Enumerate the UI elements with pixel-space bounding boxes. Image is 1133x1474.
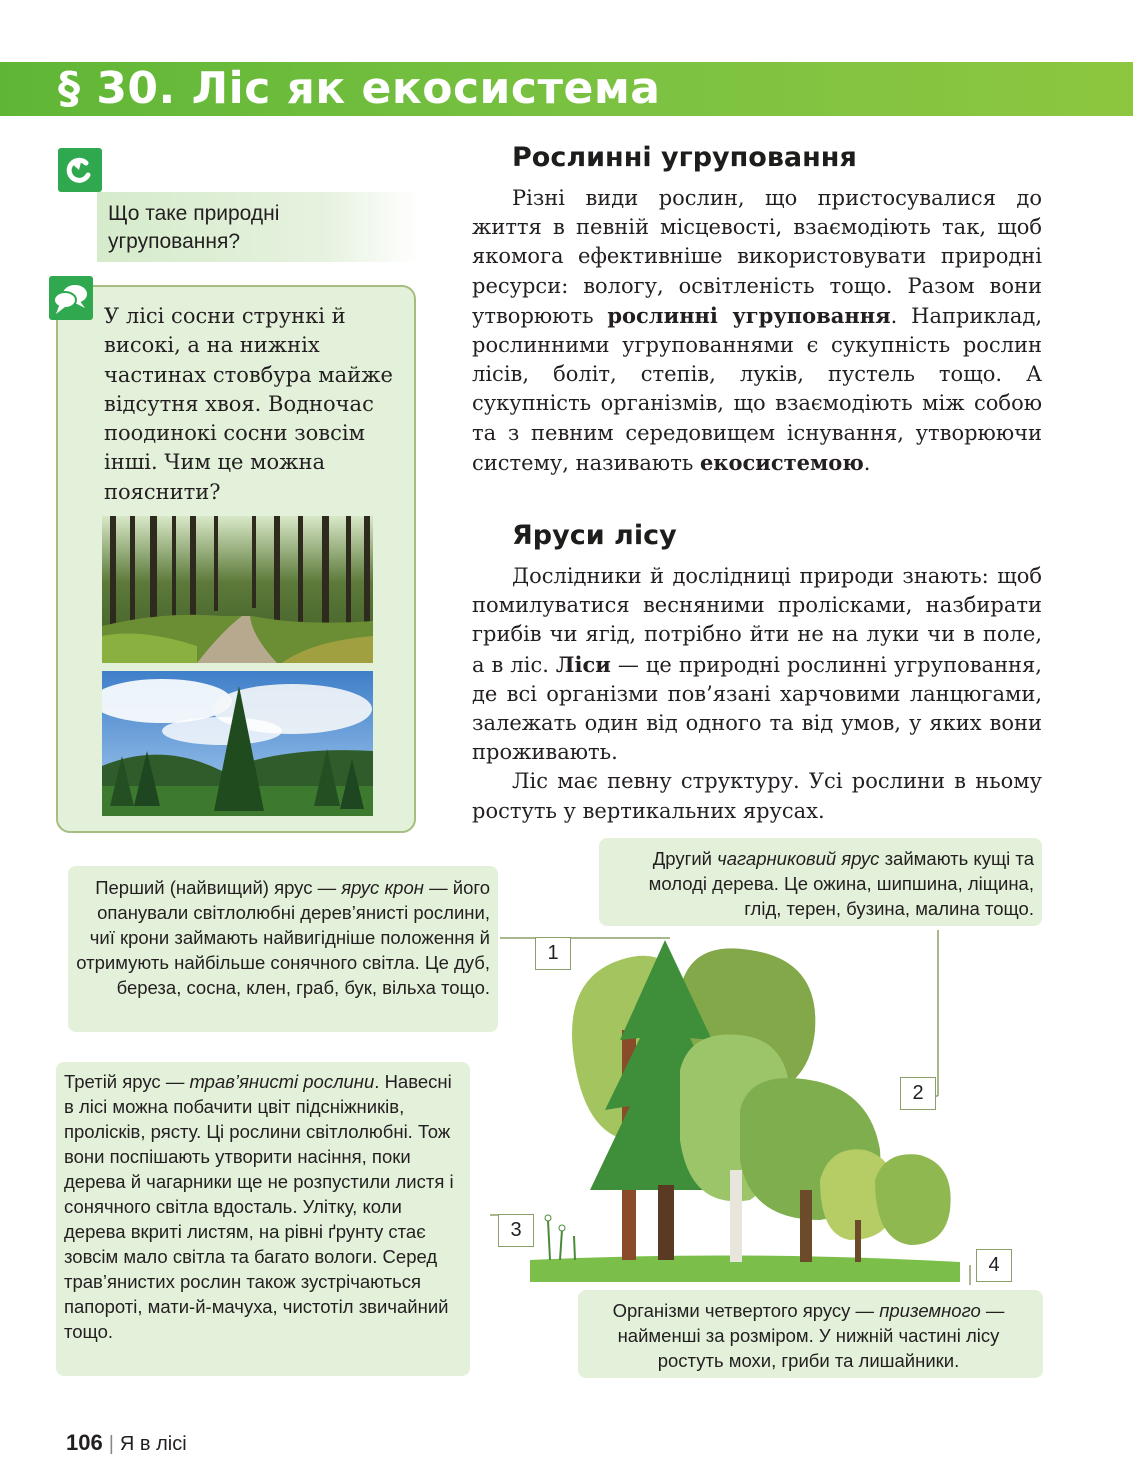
tier-1-caption: Перший (найвищий) ярус — ярус крон — його опанували світлолюбні дерев’янисті рослини, чиї крони займають найвигідніше положення й отримують найбільше сонячного світла. Це дуб, береза, сосна, клен, граб, бук, вільха тощо. [68,866,498,1032]
tier-2-caption: Другий чагарниковий ярус займають кущі та молоді дерева. Це ожина, шипшина, ліщина, глід, терен, бузина, малина тощо. [599,838,1042,926]
heading-plant-communities: Рослинні угруповання [512,142,857,173]
footer-separator: | [108,1433,114,1455]
chapter-title: Я в лісі [119,1433,187,1455]
paragraph-forest-tiers: Дослідники й дослідниці природи знають: щоб помилуватися весняними пролісками, назбирати грибів чи ягід, потрібно йти не на луки чи в поле, а в ліс. Ліси — це природні рослинні угруповання, де всі організми пов’язані харчовими ланцюгами, залежать один від одного та від умов, у яких вони проживають. Ліс має певну структуру. Усі рослини в ньому ростуть у вертикальних ярусах. [472,564,1042,823]
page-footer [66,1430,187,1456]
discussion-text: У лісі сосни стрункі й високі, а на нижніх частинах стовбура майже відсутня хвоя. Водночас поодинокі сосни зовсім інші. Чим це можна пояснити? [104,304,393,504]
paragraph-plant-communities: Різні види рослин, що пристосувалися до життя в певній місцевості, взаємодіють так, щоб якомога ефективніше використовувати природні ресурси: вологу, освітленість тощо. Разом вони утворюють рослинні угруповання. Наприклад, рослинними угрупованнями є сукупність рослин лісів, боліт, степів, луків, пустель тощо. А сукупність організмів, що взаємодіють між собою та з певним середовищем існування, утворюючи систему, називають екосистемою. [472,186,1042,475]
spruce-mountain-photo [102,671,373,816]
forest-tiers-illustration [490,920,1050,1300]
header-bar [0,62,1133,116]
refresh-arrow-icon [58,148,102,192]
tier-number-4: 4 [976,1249,1012,1282]
heading-forest-tiers: Яруси лісу [512,520,677,551]
page-number: 106 [66,1430,103,1455]
speech-bubbles-icon [49,276,93,320]
tier-number-3: 3 [498,1214,534,1247]
forest-road-photo [102,516,373,663]
tier-number-1: 1 [535,937,571,970]
question-box [97,192,420,262]
tier-number-2: 2 [900,1077,936,1110]
tier-3-caption: Третій ярус — трав’янисті рослини. Навесні в лісі можна побачити цвіт підсніжників, пролісків, рясту. Ці рослини світлолюбні. Тож вони поспішають утворити насіння, поки дерева й чагарники ще не розпустили листя і сонячного світла вдосталь. Улітку, коли дерева вкриті листям, на рівні ґрунту стає зовсім мало світла та багато вологи. Серед трав’янистих рослин також зустрічаються папороті, мати-й-мачуха, чистотіл звичайний тощо. [56,1062,470,1376]
question-text: Що таке природні угруповання? [108,202,280,253]
tier-4-caption: Організми четвертого ярусу — приземного — найменші за розміром. У нижній частині лісу ростуть мохи, гриби та лишайники. [578,1290,1043,1378]
page-title: § 30. Ліс як екосистема [58,63,661,114]
